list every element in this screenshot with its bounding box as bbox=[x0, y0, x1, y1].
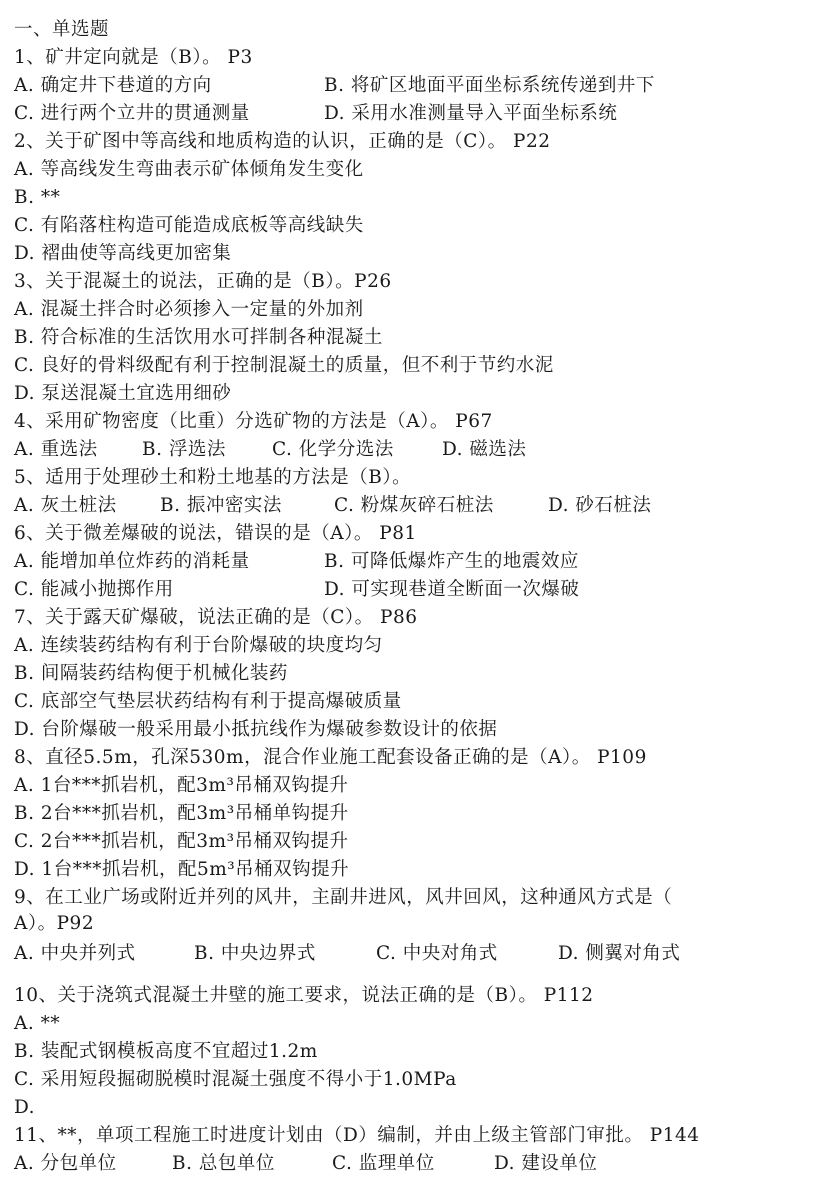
option-c: C. 进行两个立井的贯通测量 bbox=[14, 103, 250, 124]
option-line bbox=[14, 184, 819, 212]
option-a: A. 分包单位 bbox=[14, 1153, 117, 1174]
option-d: D. 砂石桩法 bbox=[548, 495, 652, 516]
option-line bbox=[14, 156, 819, 184]
question-text: 2、关于矿图中等高线和地质构造的认识，正确的是（C）。 P22 bbox=[14, 131, 551, 152]
option-d: D. 建设单位 bbox=[494, 1153, 598, 1174]
question-text: 5、适用于处理砂土和粉土地基的方法是（B）。 bbox=[14, 467, 412, 488]
option-line bbox=[14, 632, 819, 660]
option-line bbox=[14, 1066, 819, 1094]
option-c: C. 能减小抛掷作用 bbox=[14, 579, 174, 600]
options-row bbox=[14, 436, 819, 464]
options-row bbox=[14, 72, 819, 100]
options-row bbox=[14, 1150, 819, 1178]
option-b: B. 浮选法 bbox=[142, 439, 226, 460]
question-9 bbox=[14, 884, 819, 912]
question-text: 6、关于微差爆破的说法，错误的是（A）。 P81 bbox=[14, 523, 417, 544]
question-10 bbox=[14, 982, 819, 1010]
option-line bbox=[14, 660, 819, 688]
option-a: A. ** bbox=[14, 1013, 61, 1034]
option-d: D. 1台***抓岩机，配5m³吊桶双钩提升 bbox=[14, 859, 350, 880]
option-d: D. 侧翼对角式 bbox=[558, 943, 681, 964]
option-line bbox=[14, 352, 819, 380]
option-line bbox=[14, 1010, 819, 1038]
question-text: 4、采用矿物密度（比重）分选矿物的方法是（A）。 P67 bbox=[14, 411, 493, 432]
option-a: A. 中央并列式 bbox=[14, 943, 136, 964]
option-c: C. 2台***抓岩机，配3m³吊桶双钩提升 bbox=[14, 831, 349, 852]
option-b: B. 符合标准的生活饮用水可拌制各种混凝土 bbox=[14, 327, 383, 348]
question-text: 7、关于露天矿爆破，说法正确的是（C）。 P86 bbox=[14, 607, 418, 628]
option-b: B. 振冲密实法 bbox=[160, 495, 282, 516]
question-text: 3、关于混凝土的说法，正确的是（B）。P26 bbox=[14, 271, 392, 292]
option-line bbox=[14, 688, 819, 716]
question-3 bbox=[14, 268, 819, 296]
option-c: C. 粉煤灰碎石桩法 bbox=[334, 495, 494, 516]
option-line bbox=[14, 1094, 819, 1122]
option-b: B. 间隔装药结构便于机械化装药 bbox=[14, 663, 288, 684]
options-row bbox=[14, 100, 819, 128]
option-line bbox=[14, 212, 819, 240]
question-text: 11、**，单项工程施工时进度计划由（D）编制，并由上级主管部门审批。 P144 bbox=[14, 1125, 700, 1146]
options-row bbox=[14, 548, 819, 576]
options-row bbox=[14, 576, 819, 604]
section-title: 一、单选题 bbox=[14, 19, 110, 40]
option-line bbox=[14, 800, 819, 828]
option-line bbox=[14, 856, 819, 884]
option-b: B. ** bbox=[14, 187, 61, 208]
option-c: C. 中央对角式 bbox=[376, 943, 498, 964]
option-d: D. 泵送混凝土宜选用细砂 bbox=[14, 383, 232, 404]
option-c: C. 底部空气垫层状药结构有利于提高爆破质量 bbox=[14, 691, 402, 712]
option-c: C. 监理单位 bbox=[332, 1153, 435, 1174]
question-8 bbox=[14, 744, 819, 772]
option-a: A. 重选法 bbox=[14, 439, 98, 460]
options-row bbox=[14, 492, 819, 520]
option-d: D. bbox=[14, 1097, 36, 1118]
question-text: 8、直径5.5m，孔深530m，混合作业施工配套设备正确的是（A）。 P109 bbox=[14, 747, 647, 768]
options-row bbox=[14, 940, 819, 968]
option-a: A. 1台***抓岩机，配3m³吊桶双钩提升 bbox=[14, 775, 349, 796]
question-9-continued bbox=[14, 910, 819, 938]
option-d: D. 磁选法 bbox=[442, 439, 527, 460]
option-line bbox=[14, 1038, 819, 1066]
option-c: C. 化学分选法 bbox=[272, 439, 394, 460]
option-line bbox=[14, 296, 819, 324]
option-line bbox=[14, 324, 819, 352]
option-d: D. 褶曲使等高线更加密集 bbox=[14, 243, 232, 264]
question-7 bbox=[14, 604, 819, 632]
question-text: 9、在工业广场或附近并列的风井，主副井进风，风井回风，这种通风方式是（ bbox=[14, 887, 673, 908]
option-line bbox=[14, 240, 819, 268]
option-b: B. 将矿区地面平面坐标系统传递到井下 bbox=[324, 75, 655, 96]
option-c: C. 有陷落柱构造可能造成底板等高线缺失 bbox=[14, 215, 364, 236]
option-b: B. 2台***抓岩机，配3m³吊桶单钩提升 bbox=[14, 803, 349, 824]
option-d: D. 可实现巷道全断面一次爆破 bbox=[324, 579, 580, 600]
option-d: D. 台阶爆破一般采用最小抵抗线作为爆破参数设计的依据 bbox=[14, 719, 498, 740]
option-b: B. 中央边界式 bbox=[194, 943, 316, 964]
option-b: B. 可降低爆炸产生的地震效应 bbox=[324, 551, 579, 572]
option-line bbox=[14, 828, 819, 856]
option-a: A. 等高线发生弯曲表示矿体倾角发生变化 bbox=[14, 159, 364, 180]
option-b: B. 装配式钢模板高度不宜超过1.2m bbox=[14, 1041, 318, 1062]
question-text: 1、矿井定向就是（B）。 P3 bbox=[14, 47, 253, 68]
option-line bbox=[14, 716, 819, 744]
question-2 bbox=[14, 128, 819, 156]
option-a: A. 连续装药结构有利于台阶爆破的块度均匀 bbox=[14, 635, 383, 656]
option-a: A. 灰土桩法 bbox=[14, 495, 117, 516]
option-d: D. 采用水准测量导入平面坐标系统 bbox=[324, 103, 618, 124]
question-6 bbox=[14, 520, 819, 548]
option-c: C. 良好的骨料级配有利于控制混凝土的质量，但不利于节约水泥 bbox=[14, 355, 554, 376]
option-a: A. 确定井下巷道的方向 bbox=[14, 75, 212, 96]
option-a: A. 能增加单位炸药的消耗量 bbox=[14, 551, 250, 572]
question-4 bbox=[14, 408, 819, 436]
question-text: A）。P92 bbox=[14, 913, 95, 934]
option-a: A. 混凝土拌合时必须掺入一定量的外加剂 bbox=[14, 299, 364, 320]
option-b: B. 总包单位 bbox=[172, 1153, 275, 1174]
option-line bbox=[14, 772, 819, 800]
question-11 bbox=[14, 1122, 819, 1150]
question-text: 10、关于浇筑式混凝土井壁的施工要求，说法正确的是（B）。 P112 bbox=[14, 985, 594, 1006]
option-line bbox=[14, 380, 819, 408]
option-c: C. 采用短段掘砌脱模时混凝土强度不得小于1.0MPa bbox=[14, 1069, 457, 1090]
question-5 bbox=[14, 464, 819, 492]
question-1 bbox=[14, 44, 819, 72]
